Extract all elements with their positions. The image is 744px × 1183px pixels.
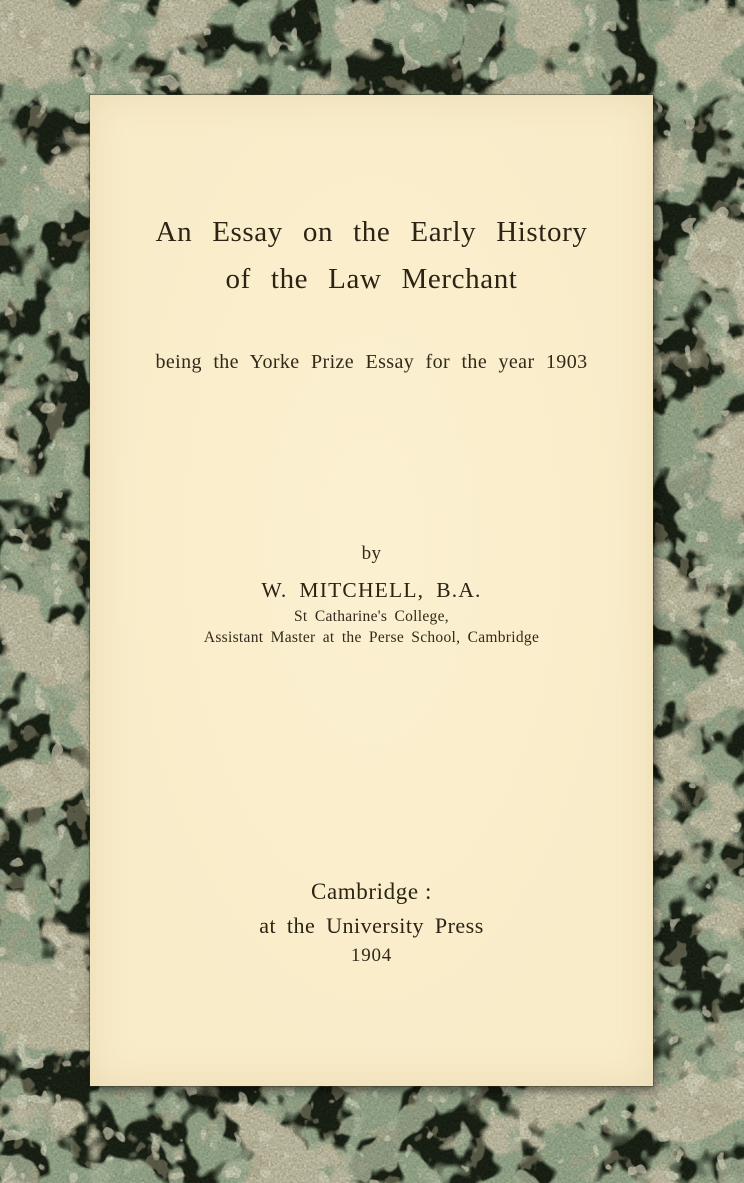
imprint-publisher: at the University Press — [259, 913, 484, 938]
author-name: W. MITCHELL, B.A. — [261, 578, 482, 602]
imprint-city: Cambridge : — [311, 879, 432, 904]
book-title-line-2: of the Law Merchant — [225, 263, 518, 295]
byline: by — [361, 543, 382, 564]
book-subtitle: being the Yorke Prize Essay for the year 1903 — [155, 351, 588, 373]
imprint-year: 1904 — [350, 945, 393, 966]
author-affiliation-role: Assistant Master at the Perse School, Cambridge — [203, 629, 540, 646]
title-page — [90, 95, 653, 1086]
book-title-line-1: An Essay on the Early History — [155, 216, 588, 248]
author-affiliation-college: St Catharine's College, — [294, 608, 449, 625]
